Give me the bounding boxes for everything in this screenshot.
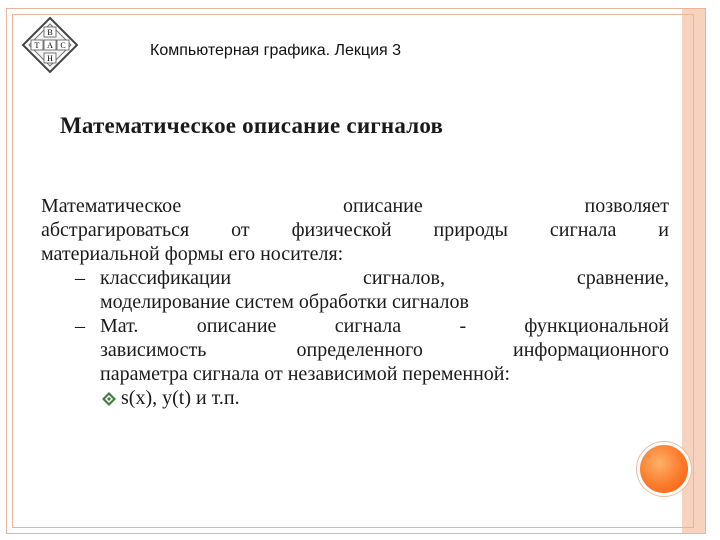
logo-icon: [20, 15, 80, 75]
logo-letter: T: [34, 41, 40, 50]
sub-bullet-text: s(x), y(t) и т.п.: [121, 387, 240, 409]
bullet-item: [41, 314, 669, 386]
logo-letter: H: [47, 54, 53, 63]
intro-line: абстрагироваться от физической природы сигнала и: [41, 219, 669, 241]
bullet-line: параметра сигнала от независимой переменной:: [100, 363, 511, 385]
bullet-line: зависимость определенного информационного: [100, 339, 669, 361]
header-title: Компьютерная графика. Лекция 3: [150, 42, 402, 59]
sub-bullet-item: [41, 386, 669, 410]
logo-letter: B: [47, 28, 53, 37]
diamond-bullet-icon: [101, 391, 117, 407]
orange-circle-decoration: [640, 445, 688, 493]
slide-body: [41, 194, 669, 410]
intro-line: Математическое описание позволяет: [41, 195, 669, 217]
intro-line: материальной формы его носителя:: [41, 243, 344, 265]
bullet-line: моделирование систем обработки сигналов: [100, 291, 469, 313]
bullet-dash: –: [75, 315, 85, 337]
bullet-item: [41, 266, 669, 314]
bullet-dash: –: [75, 267, 85, 289]
slide-title: Математическое описание сигналов: [60, 113, 444, 138]
logo-letter: A: [47, 41, 53, 50]
bullet-line: классификации сигналов, сравнение,: [100, 267, 669, 289]
logo-letter: C: [60, 41, 66, 50]
bullet-line: Мат. описание сигнала - функциональной: [100, 315, 669, 337]
